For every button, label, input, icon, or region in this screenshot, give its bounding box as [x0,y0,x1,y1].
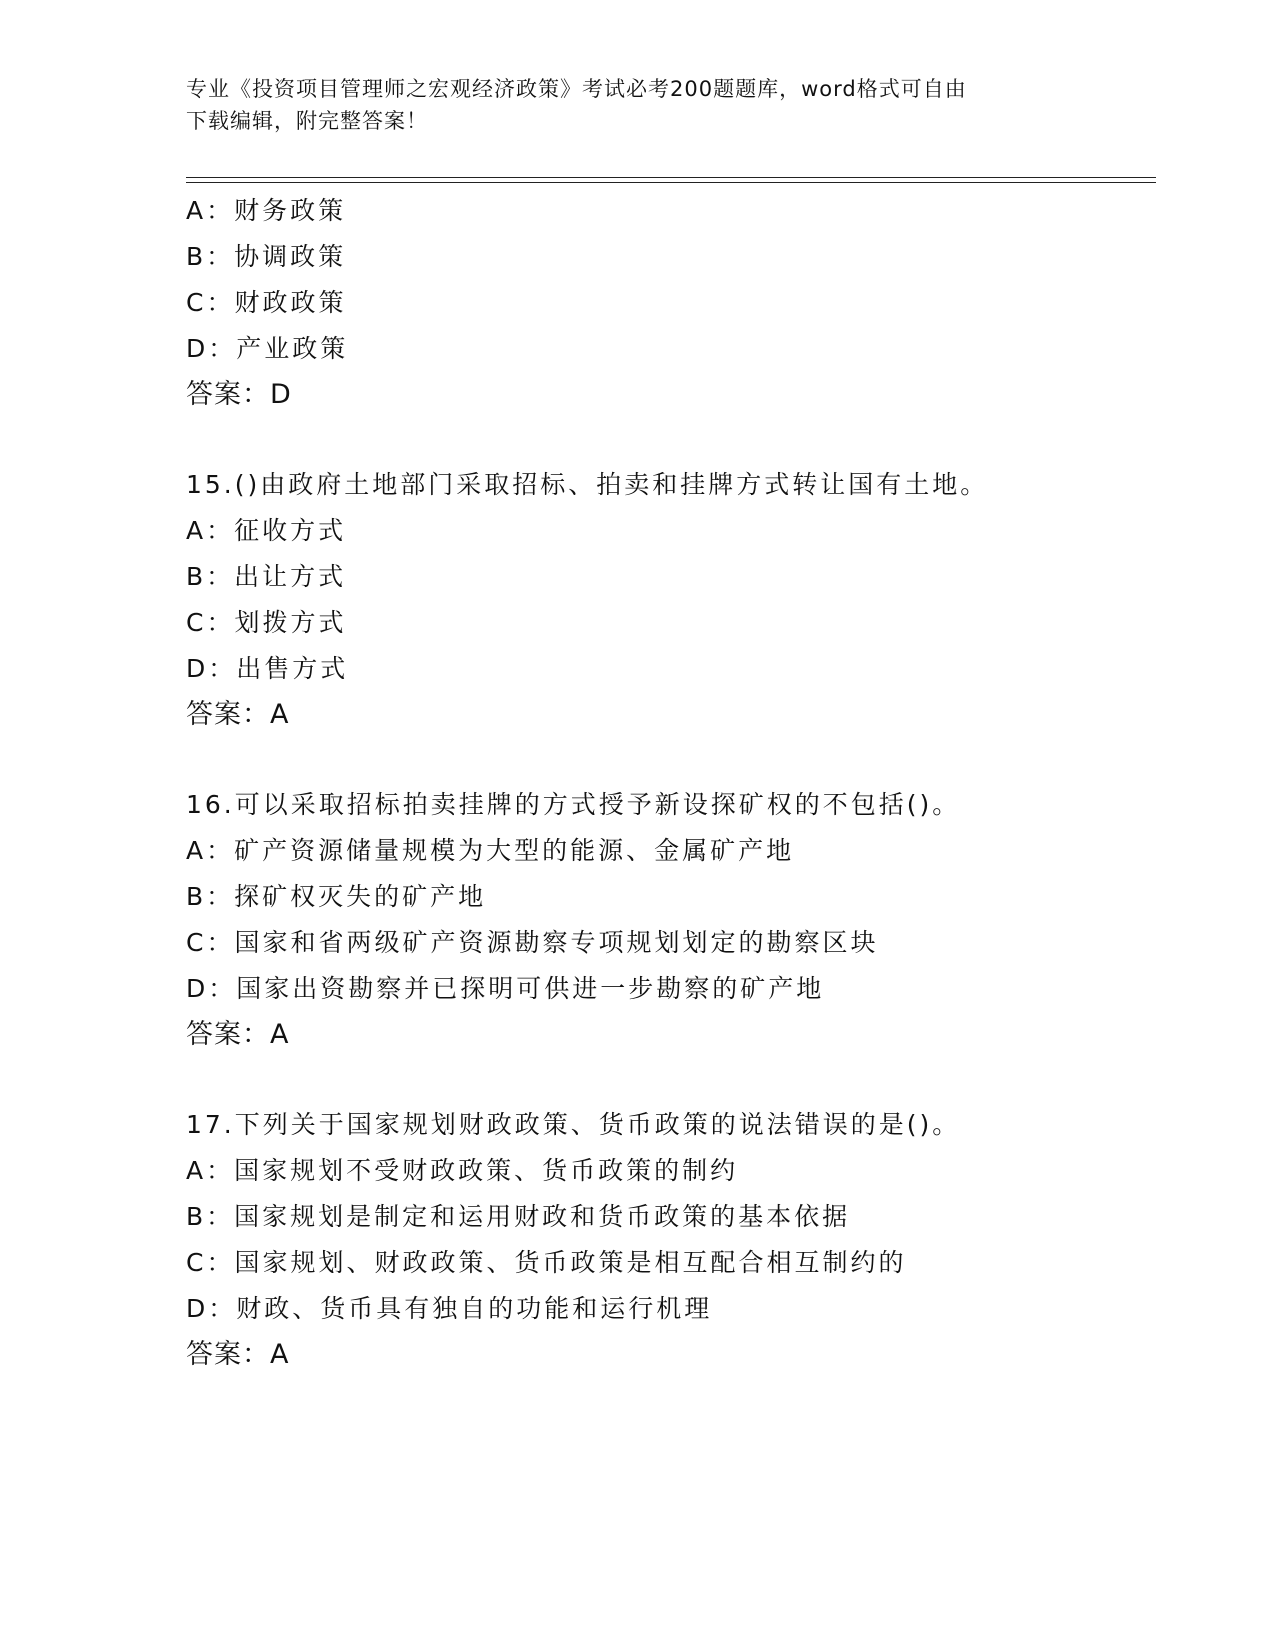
option-a: A：征收方式 [186,516,347,545]
option-a: A：矿产资源储量规模为大型的能源、金属矿产地 [186,836,795,865]
option-a: A：财务政策 [186,196,347,225]
answer-line: 答案：A [186,1339,290,1370]
option-d: D：出售方式 [186,654,349,683]
option-c: C：划拨方式 [186,608,347,637]
option-b: B：国家规划是制定和运用财政和货币政策的基本依据 [186,1202,851,1231]
question-gap [186,738,1186,782]
option-b: B：协调政策 [186,242,347,271]
option-c: C：国家和省两级矿产资源勘察专项规划划定的勘察区块 [186,928,879,957]
header-line-2: 下载编辑，附完整答案！ [186,109,428,133]
answer-line: 答案：A [186,1019,290,1050]
option-d: D：国家出资勘察并已探明可供进一步勘察的矿产地 [186,974,825,1003]
header-line-1: 专业《投资项目管理师之宏观经济政策》考试必考200题题库，word格式可自由 [186,77,967,101]
question-block-17 [186,1102,1186,1378]
answer-line: 答案：D [186,379,292,410]
question-block-16 [186,782,1186,1058]
header-divider-bottom [186,182,1156,183]
question-gap [186,418,1186,462]
question-block-prev [186,188,1186,418]
option-b: B：探矿权灭失的矿产地 [186,882,487,911]
question-gap [186,1058,1186,1102]
option-a: A：国家规划不受财政政策、货币政策的制约 [186,1156,739,1185]
question-stem: 17.下列关于国家规划财政政策、货币政策的说法错误的是()。 [186,1110,961,1139]
option-d: D：财政、货币具有独自的功能和运行机理 [186,1294,713,1323]
option-c: C：财政政策 [186,288,347,317]
option-c: C：国家规划、财政政策、货币政策是相互配合相互制约的 [186,1248,907,1277]
option-b: B：出让方式 [186,562,347,591]
answer-line: 答案：A [186,699,290,730]
question-stem: 16.可以采取招标拍卖挂牌的方式授予新设探矿权的不包括()。 [186,790,961,819]
question-stem: 15.()由政府土地部门采取招标、拍卖和挂牌方式转让国有土地。 [186,470,989,499]
question-list [186,188,1186,1378]
header-divider-top [186,177,1156,178]
question-block-15 [186,462,1186,738]
document-header [186,73,1066,137]
option-d: D：产业政策 [186,334,349,363]
